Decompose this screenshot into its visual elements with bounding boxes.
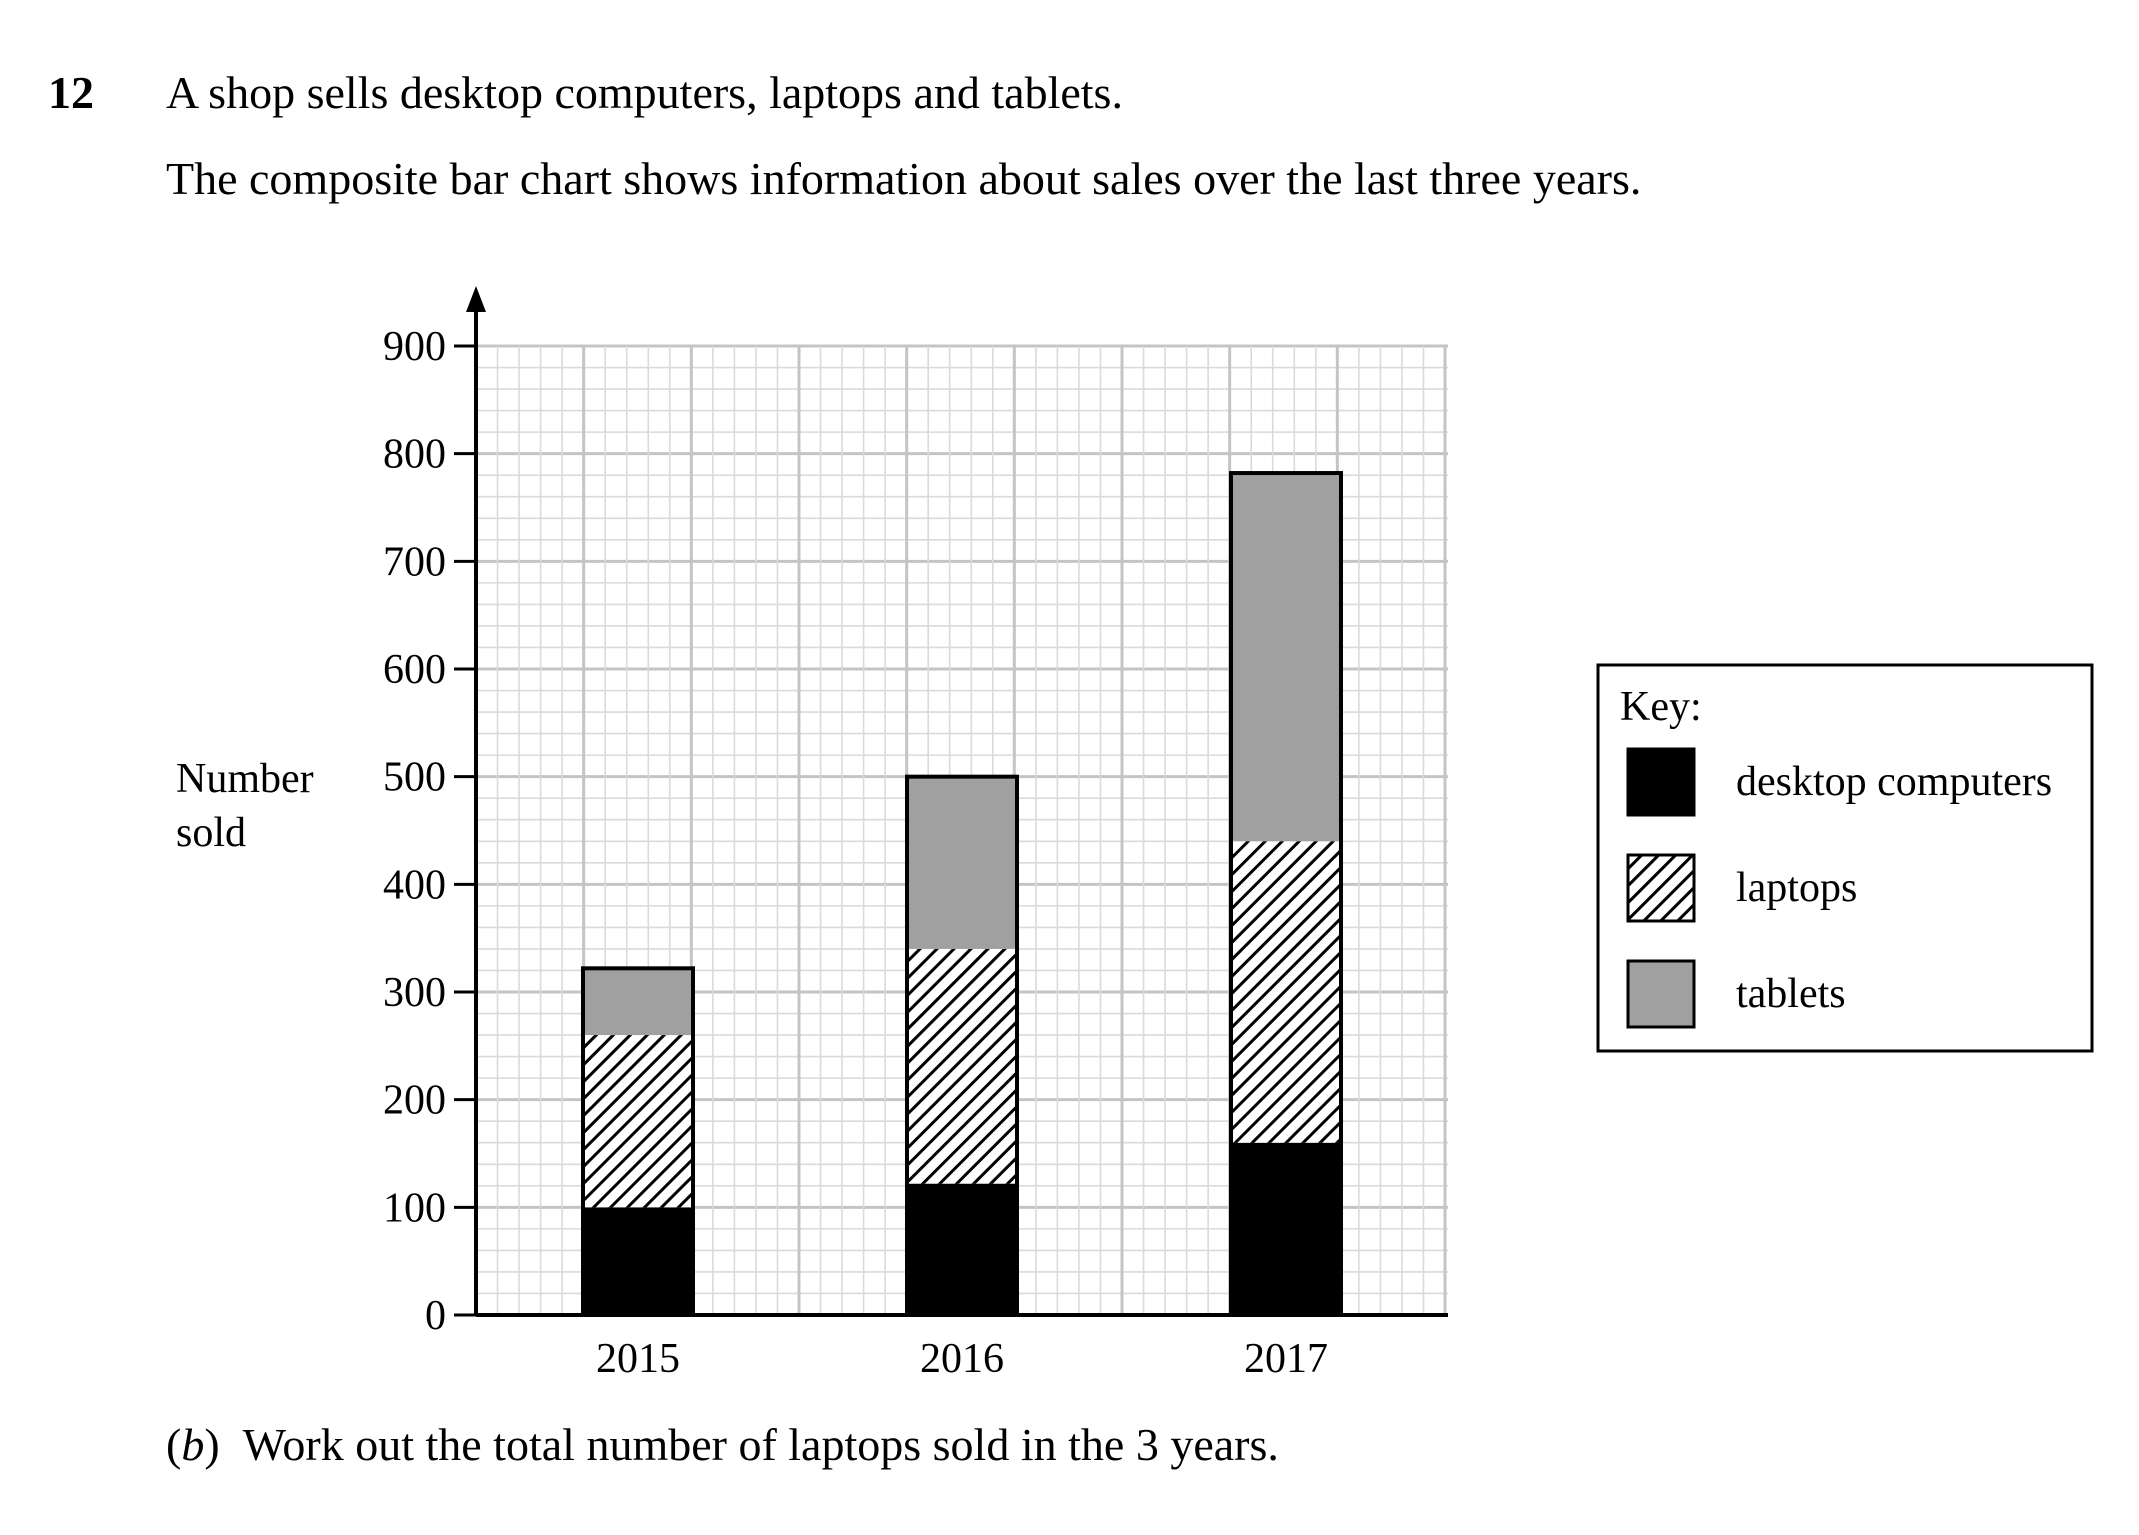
y-tick-label: 600 bbox=[383, 647, 446, 693]
legend-label: tablets bbox=[1736, 971, 1846, 1017]
y-tick-label: 200 bbox=[383, 1077, 446, 1124]
bar-segment-tablets-2016 bbox=[907, 777, 1017, 949]
question-description: The composite bar chart shows information about sales over the last three years. bbox=[166, 153, 1642, 204]
x-tick-label: 2017 bbox=[1244, 1336, 1328, 1382]
bar-segment-laptops-2017 bbox=[1231, 841, 1341, 1142]
y-tick-label: 400 bbox=[383, 862, 446, 909]
question-intro: A shop sells desktop computers, laptops and tablets. bbox=[166, 67, 1123, 118]
legend-label: laptops bbox=[1736, 865, 1858, 911]
y-tick-label: 500 bbox=[383, 754, 446, 801]
part-b-close-paren: ) bbox=[204, 1419, 220, 1470]
bar-segment-laptops-2015 bbox=[583, 1035, 693, 1207]
legend-label: desktop computers bbox=[1736, 759, 2053, 805]
bar-segment-desktop-computers-2016 bbox=[907, 1184, 1017, 1315]
bar-segment-laptops-2016 bbox=[907, 949, 1017, 1184]
y-tick-label: 700 bbox=[383, 539, 446, 586]
x-tick-label: 2016 bbox=[920, 1336, 1004, 1382]
y-axis-arrowhead bbox=[466, 286, 486, 312]
y-axis-label-line: sold bbox=[176, 810, 247, 856]
bar-segment-tablets-2015 bbox=[583, 968, 693, 1035]
y-axis-label bbox=[176, 756, 314, 856]
legend-swatch-laptops bbox=[1628, 855, 1694, 921]
part-b-open-paren: ( bbox=[166, 1419, 182, 1470]
bar-segment-desktop-computers-2015 bbox=[583, 1207, 693, 1315]
y-tick-label: 300 bbox=[383, 970, 446, 1016]
legend-swatch-tablets bbox=[1628, 961, 1694, 1027]
y-axis-label-line: Number bbox=[176, 756, 314, 802]
legend-swatch-desktop-computers bbox=[1628, 749, 1694, 815]
y-tick-label: 0 bbox=[425, 1293, 446, 1339]
question-part-b bbox=[166, 1418, 1279, 1471]
y-tick-label: 800 bbox=[383, 431, 446, 478]
y-tick-label: 100 bbox=[383, 1185, 446, 1232]
part-b-text: Work out the total number of laptops sold in the 3 years. bbox=[242, 1419, 1279, 1470]
bar-segment-tablets-2017 bbox=[1231, 473, 1341, 841]
y-tick-label: 900 bbox=[383, 324, 446, 370]
part-b-label: b bbox=[181, 1419, 205, 1470]
legend-title: Key: bbox=[1620, 684, 1702, 730]
question-number: 12 bbox=[48, 67, 94, 118]
x-tick-label: 2015 bbox=[596, 1336, 680, 1382]
chart-legend bbox=[1598, 665, 2092, 1051]
chart-bars bbox=[583, 473, 1341, 1315]
x-tick-labels bbox=[596, 1336, 1328, 1382]
y-tick-labels bbox=[383, 324, 476, 1339]
bar-segment-desktop-computers-2017 bbox=[1231, 1143, 1341, 1315]
